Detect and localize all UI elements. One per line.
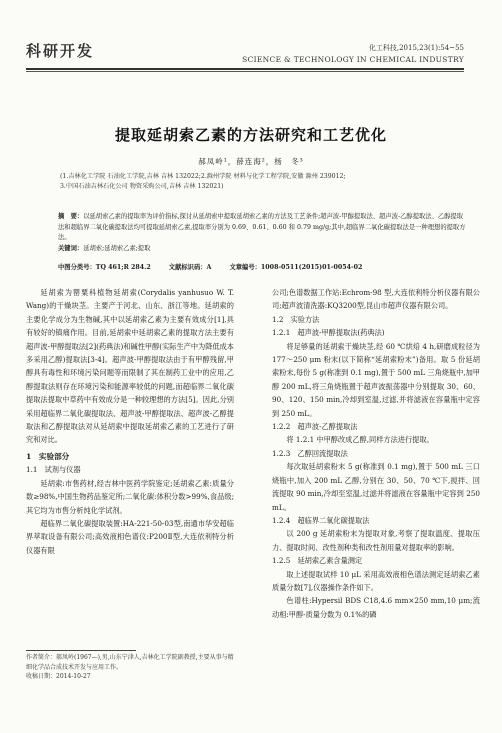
author-bio: 作者简介：郝凤岭(1967—),男,山东宁津人,吉林化工学院副教授,主要从事与精细化学品合成技术开发与应用工作。 bbox=[26, 654, 234, 671]
paragraph: 公司;色谱数据工作站:Echrom-98 型,大连依利特分析仪器有限公司;超声波清洗器:KQ3200型,昆山市超声仪器有限公司。 bbox=[272, 288, 480, 311]
paragraph: 延胡索为罂粟科植物延胡索(Corydalis yanhusuo W. T. Wang)的干燥块茎。主要产于河北、山东、浙江等地。延胡索的主要化学成分为生物碱,其中以延胡索乙素为主要有效成分[1],具有较好的镇痛作用。目前,延胡索中延胡索乙素的提取方法主要有超声波-甲醇提取法[2](药典法)和碱性甲醇(实际生产中为降低成本多采用乙醇)提取法[3-4]。超声波-甲醇提取法由于有甲醇残留,甲醇具有毒性和环境污染问题等而限制了其在制药工业中的应用,乙醇提取法则存在环境污染和能源率较低的问题,而超临界二氧化碳提取法提取中草药中有效成分是一种较理想的方法[5]。因此,分别采用超临界二氧化碳提取法、超声波-甲醇提取法、超声波-乙醇提取法和乙醇提取法对从延胡索中提取延胡索乙素的工艺进行了研究和对比。 bbox=[26, 288, 234, 445]
footnote-rule bbox=[26, 650, 136, 651]
header-rule-thin bbox=[26, 71, 464, 72]
body-column-left bbox=[26, 286, 234, 557]
section-heading: 1 实验部分 bbox=[26, 451, 70, 461]
subsubsection-heading: 1.2.4 超临界二氧化碳提取法 bbox=[272, 515, 370, 525]
journal-name-en: SCIENCE & TECHNOLOGY IN CHEMICAL INDUSTRY bbox=[242, 55, 464, 64]
footnote bbox=[26, 653, 234, 682]
abstract bbox=[58, 212, 466, 254]
subsection-heading: 1.1 试剂与仪器 bbox=[26, 465, 81, 475]
keywords-text: 延胡索;延胡索乙素;提取 bbox=[83, 244, 151, 252]
header-rule bbox=[26, 68, 464, 70]
affiliations bbox=[60, 172, 460, 192]
keywords-label: 关键词： bbox=[58, 244, 84, 252]
subsubsection-heading: 1.2.1 超声波-甲醇提取法(药典法) bbox=[272, 328, 385, 338]
paper-title: 提取延胡索乙素的方法研究和工艺优化 bbox=[114, 126, 387, 144]
paragraph: 色谱柱:Hypersil BDS C18,4.6 mm×250 mm,10 μm;流动相:甲醇-质量分数为 0.1%的磷 bbox=[272, 596, 480, 619]
subsection-heading: 1.2 实验方法 bbox=[272, 314, 320, 324]
subsubsection-heading: 1.2.2 超声波-乙醇提取法 bbox=[272, 422, 358, 432]
paragraph: 取上述提取试样 10 μL 采用高效液相色谱法测定延胡索乙素质量分数[7],仪器操作条件如下。 bbox=[272, 569, 480, 592]
abstract-label: 摘 要： bbox=[58, 213, 84, 220]
paragraph: 每次取延胡索粉末 5 g(称准到 0.1 mg),置于 500 mL 三口烧瓶中,加入 200 mL 乙醇,分别在 30、50、70 ℃下,搅拌、回流提取 90 min,冷却至室温,过滤并将滤液在容量瓶中定容到 250 mL。 bbox=[272, 462, 480, 512]
body-column-right bbox=[272, 286, 480, 621]
subsubsection-heading: 1.2.5 延胡索乙素含量测定 bbox=[272, 556, 363, 566]
received-date: 收稿日期：2014-10-27 bbox=[26, 673, 91, 680]
paragraph: 延胡索:市售药材,经吉林中医药学院鉴定;延胡索乙素:质量分数≥98%,中国生物药品鉴定所;二氧化碳:体积分数>99%,食品级;其它均为市售分析纯化学试剂。 bbox=[26, 478, 234, 515]
paragraph: 将足够量的延胡索干燥块茎,经 60 ℃烘焙 4 h,研磨成粒径为 177～250 μm 粉末(以下简称“延胡索粉末”)备用。取 5 份延胡索粉末,每份 5 g(称准到 0.1 mg),置于 500 mL 三角烧瓶中,加甲醇 200 mL,将三角烧瓶置于超声波振荡器中分别提取 30、60、90、120、150 min,冷却到室温,过滤,并将滤液在容量瓶中定容到 250 mL。 bbox=[272, 341, 480, 418]
article-number: 文章编号：1008-0511(2015)01-0054-02 bbox=[229, 264, 363, 271]
paragraph: 将 1.2.1 中甲醇改成乙醇,同样方法进行提取。 bbox=[286, 435, 434, 445]
classification-meta bbox=[58, 262, 466, 271]
paragraph: 以 200 g 延胡索粉末为提取对象,考察了提取温度、提取压力、提取时间、改性剂种类和改性剂用量对提取率的影响。 bbox=[272, 529, 480, 552]
paragraph: 超临界二氧化碳提取装置:HA-221-50-03型,南通市华安超临界萃取设备有限公司;高效液相色谱仪:P200Ⅱ型,大连依利特分析仪器有限 bbox=[26, 518, 234, 555]
clc-number: 中图分类号：TQ 461;R 284.2 bbox=[58, 264, 151, 271]
abstract-text: 以延胡索乙素的提取率为评价指标,探讨从延胡索中提取延胡索乙素的方法及工艺条件;超声波-甲醇提取法、超声波-乙醇提取法、乙醇提取法和超临界二氧化碳提取法均可提取延胡索乙素,提取率分别为 0.69、0.61、0.60 和 0.79 mg/g;其中,超临界二氧化碳提取法是一种理想的提取方法。 bbox=[58, 213, 466, 242]
journal-section-brand: 科研开发 bbox=[26, 42, 95, 60]
subsubsection-heading: 1.2.3 乙醇回流提取法 bbox=[272, 448, 348, 458]
authors: 郝凤岭¹，薛连海²，杨 冬³ bbox=[198, 157, 304, 166]
citation: 化工科技,2015,23(1):54~55 bbox=[368, 44, 464, 52]
journal-header bbox=[242, 42, 464, 66]
document-code: 文献标识码：A bbox=[168, 264, 212, 271]
affiliation-line: (1.吉林化工学院 石油化工学院,吉林 吉林 132022;2.滁州学院 材料与化学工程学院,安徽 滁州 239012; bbox=[60, 173, 346, 180]
affiliation-line: 3.中国石油吉林石化公司 物资采购公司,吉林 吉林 132021) bbox=[60, 183, 224, 190]
